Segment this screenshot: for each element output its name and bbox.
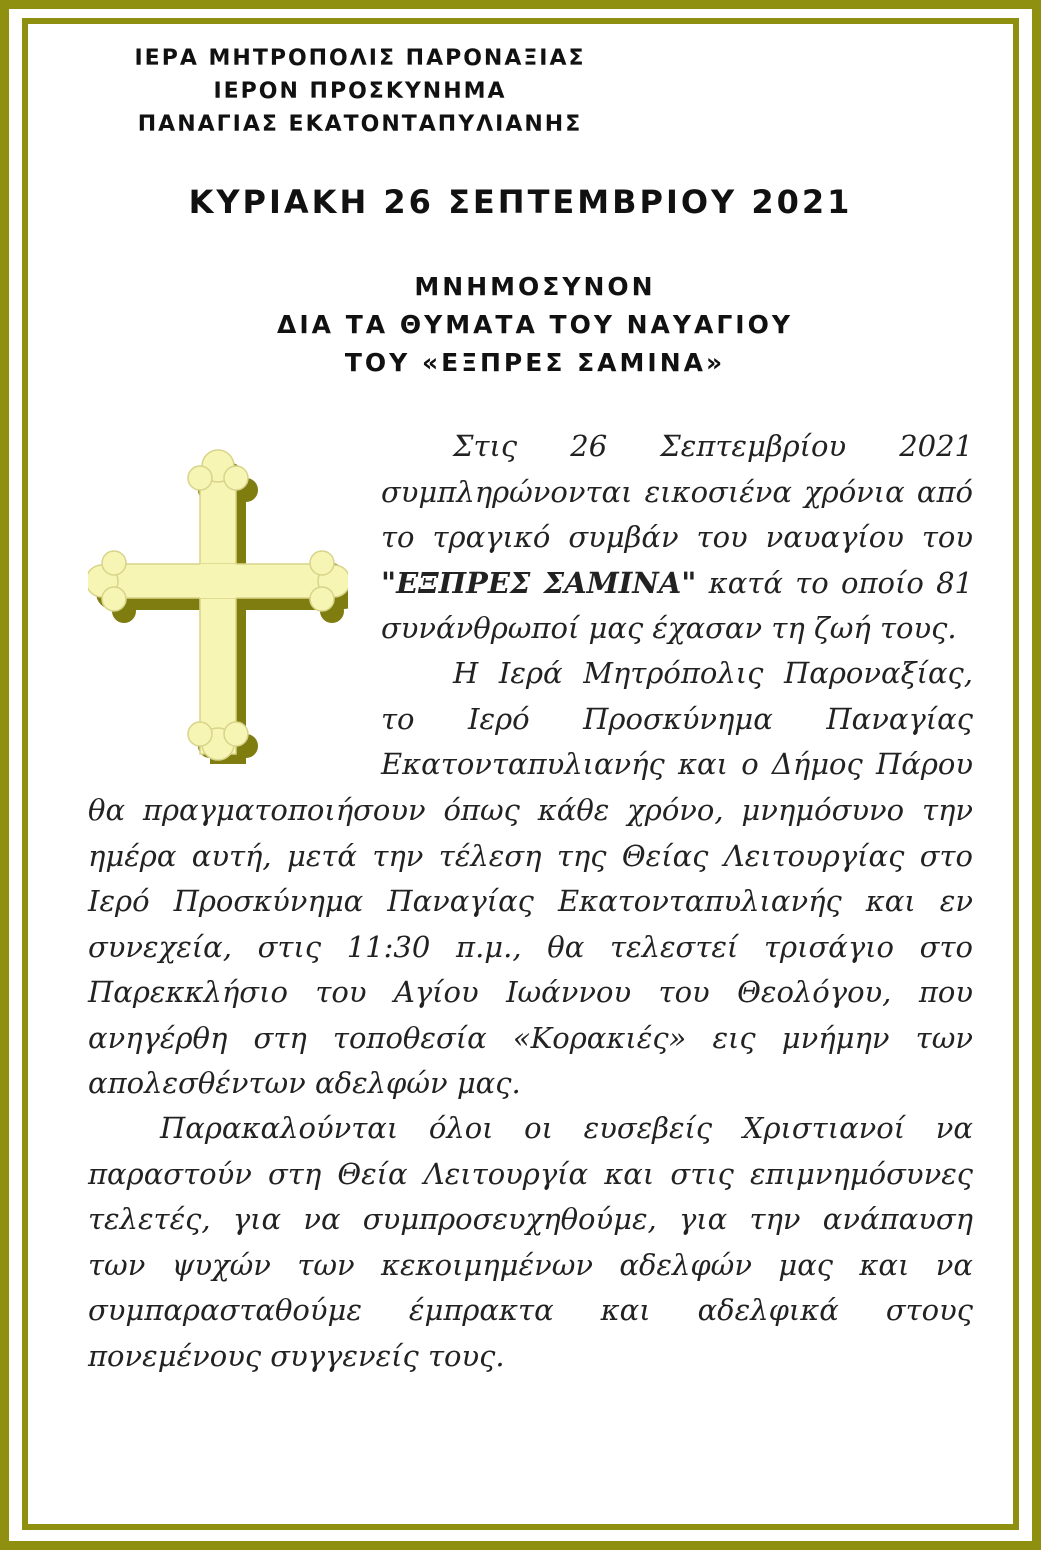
body-line: παραστούν στη Θεία Λειτουργία και στις επιμνημόσυνες xyxy=(88,1156,973,1191)
body-line: ημέρα αυτή, μετά την τέλεση της Θείας Λειτουργίας στο xyxy=(88,838,973,873)
body-paragraph-2-bottom xyxy=(88,788,973,1107)
subtitle-line-1: ΜΝΗΜΟΣΥΝΟΝ xyxy=(414,272,656,301)
body-text: Η Ιερά Μητρόπολις Παροναξίας, xyxy=(453,656,973,690)
body-line: των ψυχών των κεκοιμημένων αδελφών μας και να xyxy=(88,1247,973,1282)
header-line-3: ΠΑΝΑΓΙΑΣ ΕΚΑΤΟΝΤΑΠΥΛΙΑΝΗΣ xyxy=(137,112,583,137)
subtitle-line-2: ΔΙΑ ΤΑ ΘΥΜΑΤΑ ΤΟΥ ΝΑΥΑΓΙΟΥ xyxy=(277,310,793,339)
header-line-2: ΙΕΡΟΝ ΠΡΟΣΚΥΝΗΜΑ xyxy=(213,79,507,104)
body-line: το Ιερό Προσκύνημα Παναγίας xyxy=(381,701,973,736)
body-line xyxy=(88,1106,973,1152)
cross-icon xyxy=(88,444,348,764)
subtitle xyxy=(0,268,1041,382)
body-line: θα πραγματοποιήσουν όπως κάθε χρόνο, μνημόσυνο την xyxy=(88,793,973,827)
body-paragraph-3 xyxy=(88,1106,973,1379)
body-text: Στις 26 Σεπτεμβρίου 2021 xyxy=(453,429,973,463)
header-line-1: ΙΕΡΑ ΜΗΤΡΟΠΟΛΙΣ ΠΑΡΟΝΑΞΙΑΣ xyxy=(134,46,586,71)
body-line: συνάνθρωποί μας έχασαν τη ζωή τους. xyxy=(381,611,957,645)
body-paragraph-1 xyxy=(381,424,973,652)
body-paragraph-2-top xyxy=(381,651,973,788)
body-line: Παρεκκλήσιο του Αγίου Ιωάννου του Θεολόγου, που xyxy=(88,975,973,1009)
body-line: Ιερό Προσκύνημα Παναγίας Εκατονταπυλιανής και εν xyxy=(88,884,973,918)
subtitle-line-3: ΤΟΥ «ΕΞΠΡΕΣ ΣΑΜΙΝΑ» xyxy=(344,348,726,377)
body-line xyxy=(381,651,973,697)
body-text: κατά το οποίο 81 xyxy=(696,565,973,600)
body-line: συμπαρασταθούμε έμπρακτα και αδελφικά στους xyxy=(88,1293,973,1327)
body-line xyxy=(381,561,973,607)
body-line: συμπληρώνονται εικοσιένα χρόνια από xyxy=(381,474,973,509)
date-title: ΚΥΡΙΑΚΗ 26 ΣΕΠΤΕΜΒΡΙΟΥ 2021 xyxy=(188,183,853,221)
body-line: απολεσθέντων αδελφών μας. xyxy=(88,1066,521,1100)
body-line: ανηγέρθη στη τοποθεσία «Κορακιές» εις μνήμην των xyxy=(88,1020,973,1055)
body-line: πονεμένους συγγενείς τους. xyxy=(88,1338,505,1373)
header xyxy=(100,42,620,141)
body-line: το τραγικό συμβάν του ναυαγίου του xyxy=(381,520,973,554)
body-line: Εκατονταπυλιανής και ο Δήμος Πάρου xyxy=(381,747,973,781)
body-line xyxy=(381,424,973,470)
body-line: τελετές, για να συμπροσευχηθούμε, για την ανάπαυση xyxy=(88,1202,973,1236)
body-text: Παρακαλούνται όλοι οι ευσεβείς Χριστιανοί να xyxy=(160,1111,973,1145)
ship-name: "ΕΞΠΡΕΣ ΣΑΜΙΝΑ" xyxy=(381,565,697,600)
body-line: συνεχεία, στις 11:30 π.μ., θα τελεστεί τρισάγιο στο xyxy=(88,929,973,964)
